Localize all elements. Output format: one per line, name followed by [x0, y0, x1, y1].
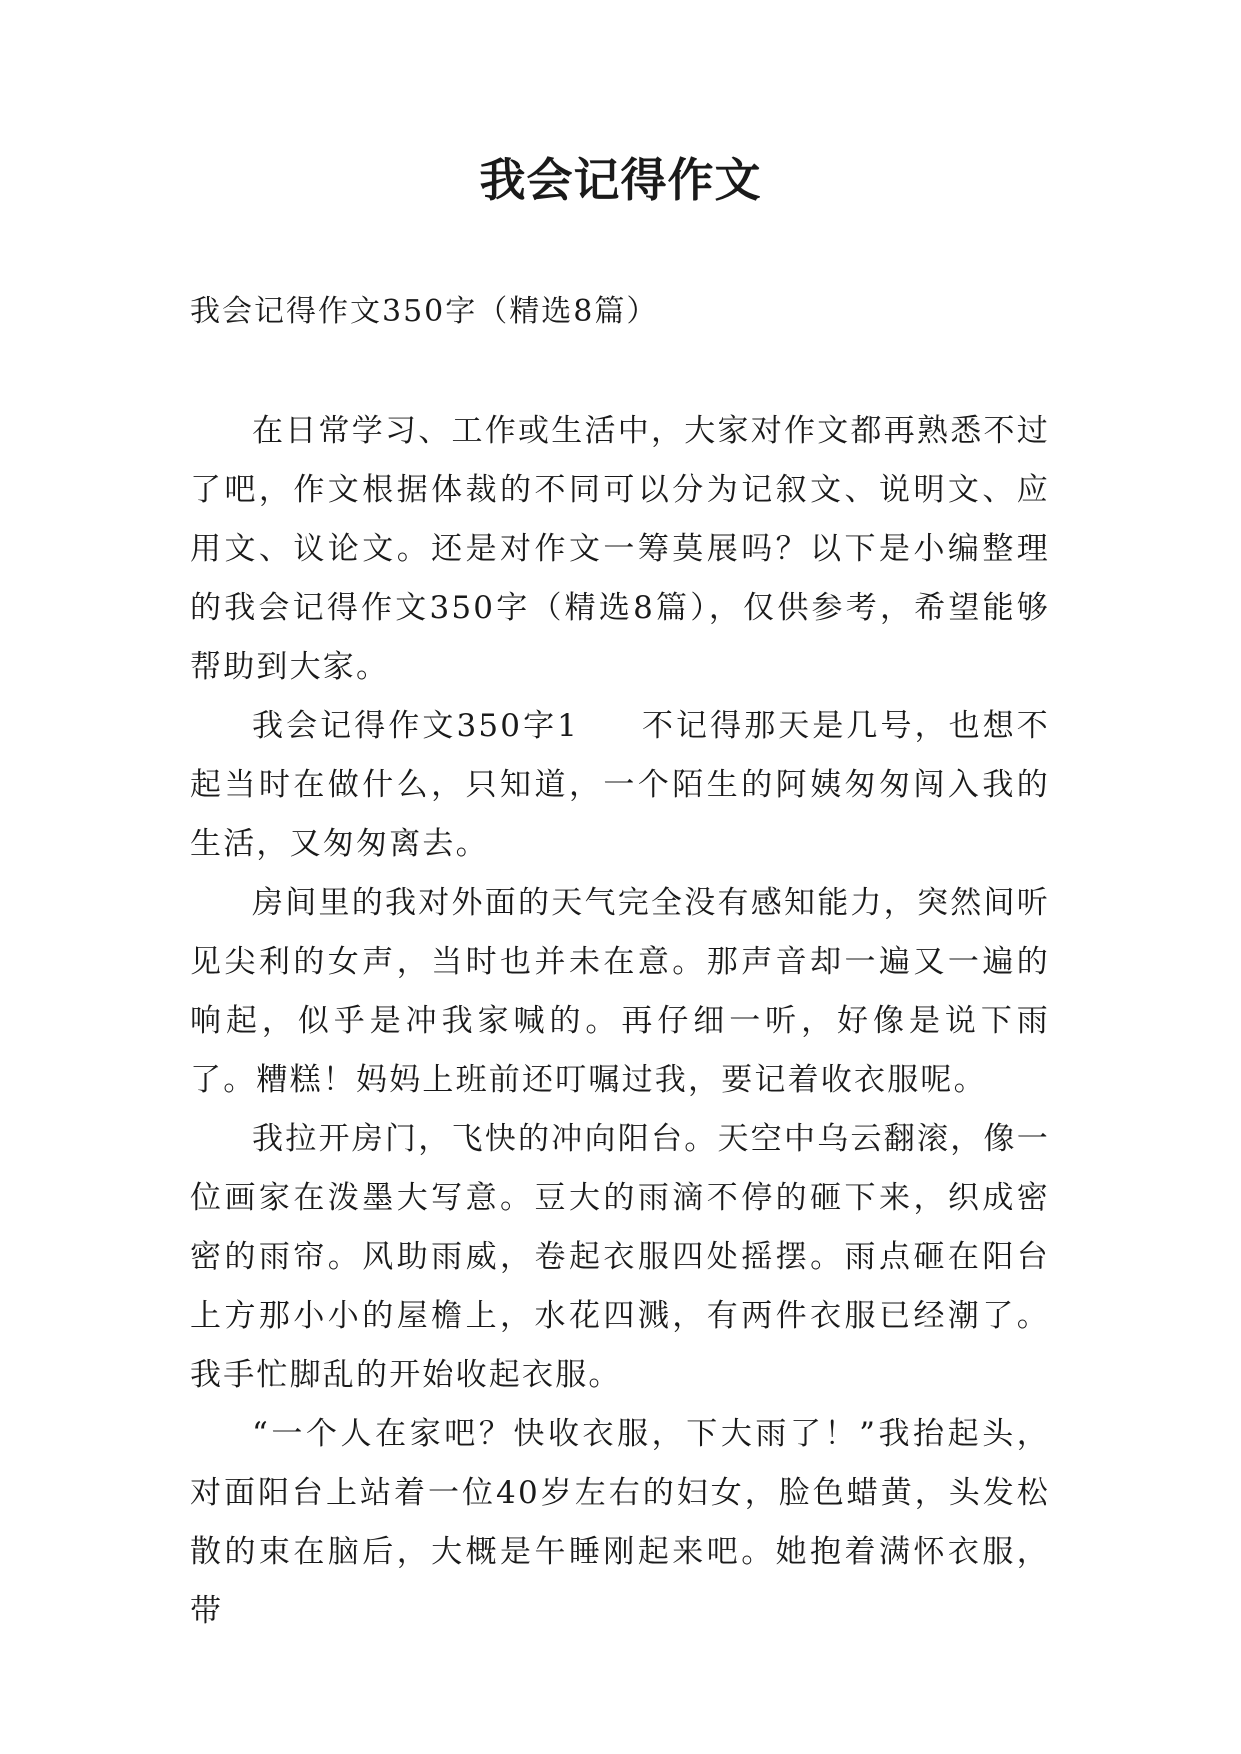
intro-paragraph: 在日常学习、工作或生活中，大家对作文都再熟悉不过了吧，作文根据体裁的不同可以分为记叙文、说明文、应用文、议论文。还是对作文一筹莫展吗？以下是小编整理的我会记得作文350字（精选8篇），仅供参考，希望能够帮助到大家。: [190, 413, 1050, 685]
essay-1-heading: 我会记得作文350字1: [252, 708, 580, 744]
essay-1-first-paragraph: [190, 697, 1050, 874]
document-body: [190, 402, 1050, 1641]
document-subtitle: 我会记得作文350字（精选8篇）: [190, 294, 659, 329]
essay-paragraph: “一个人在家吧？快收衣服，下大雨了！”我抬起头，对面阳台上站着一位40岁左右的妇女，脸色蜡黄，头发松散的束在脑后，大概是午睡刚起来吧。她抱着满怀衣服，带: [190, 1416, 1050, 1629]
essay-paragraph: 我拉开房门，飞快的冲向阳台。天空中乌云翻滚，像一位画家在泼墨大写意。豆大的雨滴不停的砸下来，织成密密的雨帘。风助雨威，卷起衣服四处摇摆。雨点砸在阳台上方那小小的屋檐上，水花四溅，有两件衣服已经潮了。我手忙脚乱的开始收起衣服。: [190, 1121, 1050, 1393]
document-title: 我会记得作文: [479, 153, 762, 207]
essay-paragraph: 房间里的我对外面的天气完全没有感知能力，突然间听见尖利的女声，当时也并未在意。那声音却一遍又一遍的响起，似乎是冲我家喊的。再仔细一听，好像是说下雨了。糟糕！妈妈上班前还叮嘱过我，要记着收衣服呢。: [190, 885, 1050, 1098]
essay-1-opening-text: 不记得那天是几号，也想不起当时在做什么，只知道，一个陌生的阿姨匆匆闯入我的生活，又匆匆离去。: [190, 708, 1050, 862]
